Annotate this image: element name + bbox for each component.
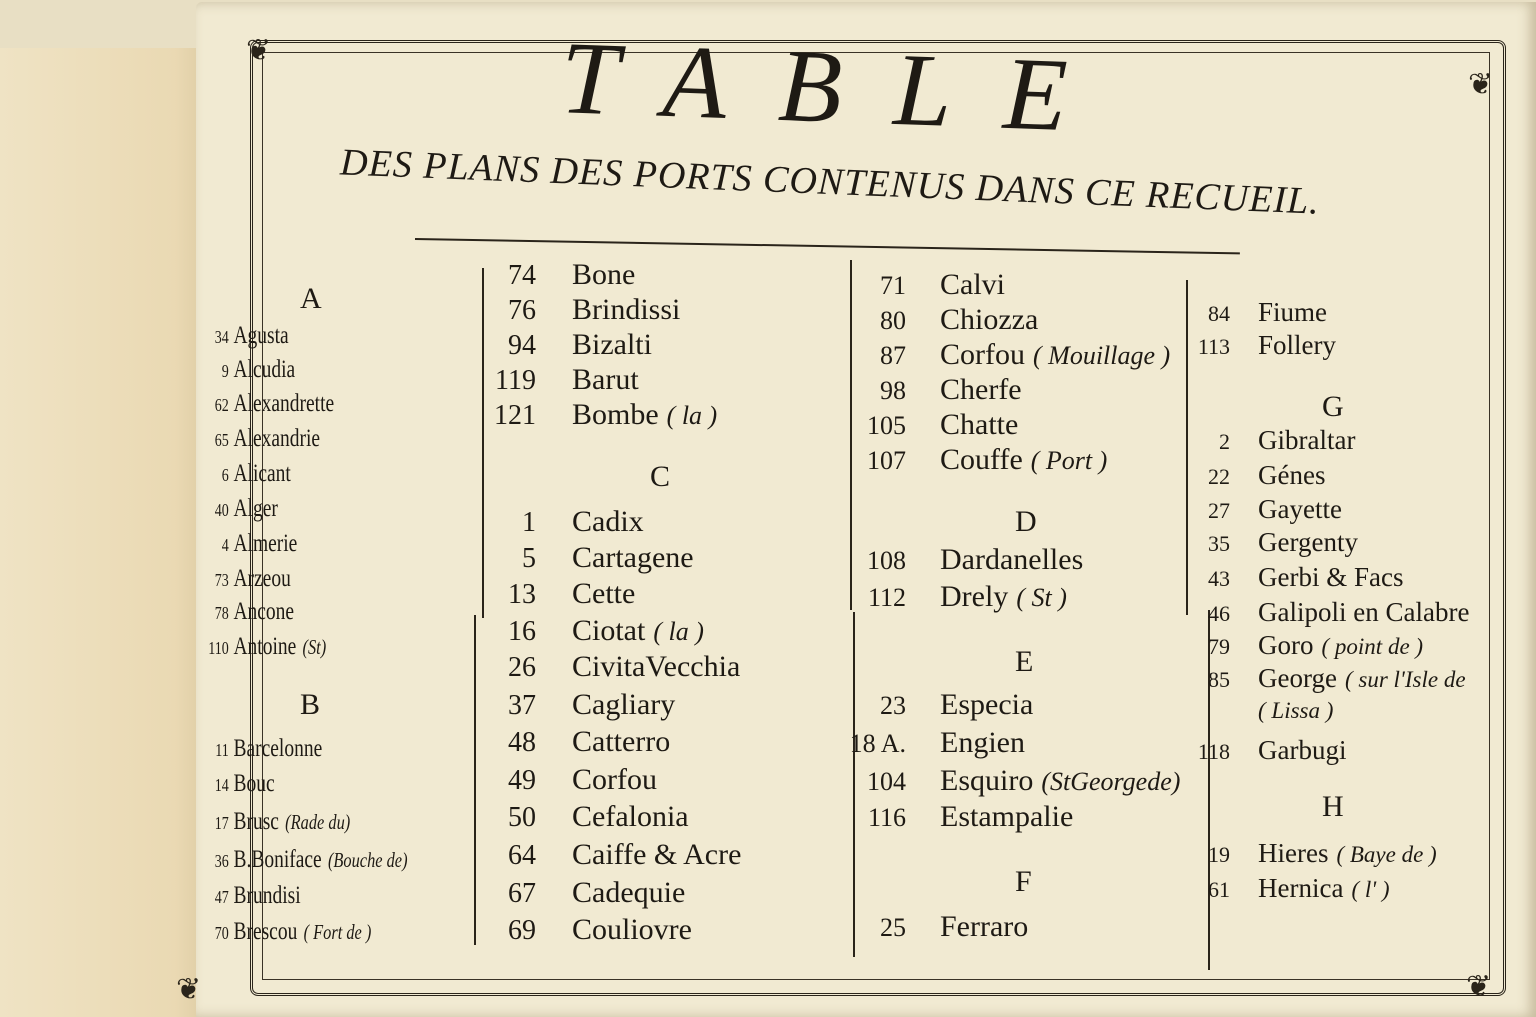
port-name: Corfou (940, 338, 1025, 371)
page-number: 67 (508, 878, 536, 909)
port-note: ( la ) (666, 401, 718, 430)
page-number: 121 (494, 400, 536, 431)
table-row (478, 614, 704, 648)
table-row (196, 460, 291, 488)
table-row (478, 913, 692, 947)
table-row (196, 495, 278, 523)
table-row (848, 543, 1083, 577)
page-number: 85 (1208, 667, 1230, 692)
port-note: ( la ) (653, 617, 704, 646)
table-row (196, 735, 322, 763)
port-name: Cette (572, 577, 636, 610)
port-name: B.Boniface (233, 846, 322, 873)
page-number: 6 (221, 465, 229, 485)
page-number: 14 (214, 775, 229, 795)
table-row (478, 363, 639, 397)
corner-ornament-icon: ❦ (1468, 68, 1494, 101)
port-note: (St) (302, 635, 327, 659)
port-name: Hernica (1258, 873, 1344, 903)
table-row (1186, 630, 1423, 661)
page-number: 61 (1208, 877, 1230, 902)
table-row (478, 505, 644, 539)
page-number: 79 (1208, 634, 1230, 659)
port-name: Gibraltar (1258, 425, 1356, 455)
section-letter: C (650, 460, 671, 493)
page-number: 23 (880, 691, 906, 720)
table-row (848, 764, 1180, 798)
table-row (478, 725, 670, 759)
port-name: Bizalti (572, 328, 652, 361)
table-row (196, 882, 301, 910)
table-row (478, 650, 740, 684)
page-number: 43 (1208, 566, 1230, 591)
table-row (1186, 425, 1355, 456)
port-name: Barcelonne (233, 735, 323, 762)
page-number: 105 (867, 411, 906, 440)
page-number: 27 (1208, 498, 1230, 523)
port-name: Cadix (572, 505, 644, 538)
port-name: Cherfe (940, 373, 1022, 406)
port-name: Génes (1258, 460, 1326, 490)
table-row (478, 763, 657, 797)
port-name: Gergenty (1258, 527, 1358, 557)
page-number: 36 (214, 851, 229, 871)
port-name: Couliovre (572, 913, 692, 946)
port-name: Ancone (233, 598, 295, 625)
port-name: Caiffe & Acre (572, 838, 742, 871)
port-name: Alger (233, 495, 278, 522)
table-row (478, 876, 685, 910)
port-name: Follery (1258, 330, 1336, 360)
table-row (196, 322, 289, 350)
page-subtitle: DES PLANS DES PORTS CONTENUS DANS CE RECUEIL. (339, 141, 1321, 223)
port-name: Ferraro (940, 910, 1029, 943)
table-row (848, 303, 1038, 337)
port-name: Fiume (1258, 297, 1328, 327)
port-note: (Rade du) (285, 810, 351, 834)
table-row (196, 356, 295, 384)
port-name: Brindissi (572, 293, 681, 326)
table-row (1186, 698, 1333, 724)
page-number: 35 (1208, 531, 1230, 556)
table-row (848, 338, 1170, 372)
page-number: 78 (214, 603, 229, 623)
table-row (196, 846, 408, 874)
table-row (1186, 460, 1325, 491)
page-number: 2 (1219, 429, 1230, 454)
page-number: 13 (508, 579, 536, 610)
page-number: 1 (522, 507, 536, 538)
port-note: ( point de ) (1321, 634, 1424, 659)
table-row (1186, 330, 1336, 361)
port-note: ( St ) (1016, 583, 1067, 612)
port-name: Calvi (940, 268, 1005, 301)
port-name: Almerie (233, 530, 298, 557)
page-number: 18 A. (849, 729, 906, 758)
page-number: 112 (867, 583, 906, 612)
table-row (478, 541, 694, 575)
page-number: 50 (508, 802, 536, 833)
table-row (196, 808, 350, 836)
page-number: 17 (214, 813, 229, 833)
port-name: Alcudia (233, 356, 296, 383)
section-letter: G (1322, 390, 1344, 423)
table-row (478, 258, 635, 292)
port-name: Engien (940, 726, 1025, 759)
port-note: ( l' ) (1351, 877, 1390, 902)
page-number: 70 (214, 923, 229, 943)
table-row (848, 408, 1018, 442)
port-name: Dardanelles (940, 543, 1084, 576)
table-row (196, 770, 275, 798)
table-row (848, 373, 1022, 407)
port-name: Estampalie (940, 800, 1074, 833)
page-number: 34 (214, 327, 229, 347)
page-number: 25 (880, 913, 906, 942)
page-number: 64 (508, 840, 536, 871)
page-number: 113 (1197, 334, 1230, 359)
table-row (196, 598, 294, 626)
table-row (848, 910, 1028, 944)
page-number: 4 (221, 535, 229, 555)
table-row (848, 580, 1067, 614)
table-row (1186, 597, 1469, 628)
port-note: (Bouche de) (327, 848, 408, 872)
page-number: 87 (880, 341, 906, 370)
table-row (196, 633, 326, 661)
table-row (848, 688, 1033, 722)
port-note: ( Baye de ) (1336, 842, 1437, 867)
table-row (1186, 663, 1466, 694)
port-name: Alexandrette (233, 390, 335, 417)
table-row (478, 293, 680, 327)
section-letter: E (1015, 645, 1034, 678)
table-row (196, 390, 334, 418)
table-row (478, 328, 652, 362)
port-name: Antoine (233, 633, 297, 660)
table-row (196, 530, 297, 558)
table-row (478, 577, 635, 611)
port-name: CivitaVecchia (572, 650, 741, 683)
table-row (1186, 735, 1346, 766)
port-name: Chiozza (940, 303, 1039, 336)
section-letter: D (1015, 505, 1037, 538)
port-name: Galipoli en Calabre (1258, 597, 1470, 627)
corner-ornament-icon: ❦ (1466, 970, 1492, 1003)
page-number: 80 (880, 306, 906, 335)
table-row (196, 565, 291, 593)
port-note: (StGeorgede) (1041, 767, 1181, 796)
port-name: Arzeou (233, 565, 291, 592)
port-name: Cadequie (572, 876, 686, 909)
port-name: Brusc (233, 808, 279, 835)
page-number: 65 (214, 430, 229, 450)
page-number: 62 (214, 395, 229, 415)
page-number: 73 (214, 570, 229, 590)
table-row (478, 800, 689, 834)
port-name: Cefalonia (572, 800, 689, 833)
page-number: 26 (508, 652, 536, 683)
page-number: 48 (508, 727, 536, 758)
port-name: Brescou (233, 918, 298, 945)
page-number: 47 (214, 887, 229, 907)
port-name: Hieres (1258, 838, 1329, 868)
page-number: 110 (208, 638, 229, 658)
table-row (196, 425, 320, 453)
port-name: Cagliary (572, 688, 676, 721)
port-note: ( Mouillage ) (1033, 341, 1171, 370)
page-number: 69 (508, 915, 536, 946)
page-number: 74 (508, 260, 536, 291)
table-row (1186, 297, 1327, 328)
port-name: Agusta (233, 322, 289, 349)
column-divider (474, 615, 476, 945)
port-name: Corfou (572, 763, 657, 796)
page-number: 104 (867, 767, 906, 796)
table-row (478, 688, 675, 722)
port-name: Drely (940, 580, 1009, 613)
table-row (848, 443, 1107, 477)
port-name: Alicant (233, 460, 291, 487)
section-letter: B (300, 688, 321, 721)
page-number: 16 (508, 616, 536, 647)
page-number: 119 (495, 365, 536, 396)
table-row (1186, 562, 1403, 593)
table-row (478, 838, 741, 872)
page-number: 40 (214, 500, 229, 520)
table-row (848, 800, 1073, 834)
page-title: TABLE (558, 20, 1122, 155)
page-number: 46 (1208, 601, 1230, 626)
page-number: 19 (1208, 842, 1230, 867)
section-letter: A (300, 282, 322, 315)
table-row (1186, 527, 1358, 558)
table-row (848, 268, 1005, 302)
corner-ornament-icon: ❦ (176, 973, 202, 1006)
table-row (196, 918, 371, 946)
port-name: Bouc (233, 770, 275, 797)
port-name: Goro (1258, 630, 1314, 660)
page-number: 107 (867, 446, 906, 475)
port-name: Gayette (1258, 494, 1342, 524)
page-number: 71 (880, 271, 906, 300)
page-number: 5 (522, 543, 536, 574)
port-note: ( sur l'Isle de (1344, 667, 1466, 692)
table-row (478, 398, 717, 432)
page-number: 22 (1208, 464, 1230, 489)
port-name: Couffe (940, 443, 1023, 476)
port-name: Brundisi (233, 882, 301, 909)
port-name: Alexandrie (233, 425, 321, 452)
table-row (848, 726, 1025, 760)
port-note: ( Fort de ) (303, 920, 372, 944)
page-number: 118 (1197, 739, 1230, 764)
section-letter: H (1322, 790, 1344, 823)
page-number: 98 (880, 376, 906, 405)
port-name: Chatte (940, 408, 1019, 441)
port-name: Ciotat (572, 614, 646, 647)
page-number: 94 (508, 330, 536, 361)
page-number: 84 (1208, 301, 1230, 326)
page-number: 37 (508, 690, 536, 721)
port-name: Bone (572, 258, 636, 291)
port-note: ( Lissa ) (1258, 698, 1334, 723)
page-number: 11 (215, 740, 229, 760)
port-name: Esquiro (940, 764, 1034, 797)
page-number: 76 (508, 295, 536, 326)
section-letter: F (1015, 865, 1032, 898)
table-row (1186, 838, 1437, 869)
port-name: Barut (572, 363, 639, 396)
page-number: 108 (867, 546, 906, 575)
port-note: ( Port ) (1030, 446, 1108, 475)
page-number: 116 (867, 803, 906, 832)
page-number: 49 (508, 765, 536, 796)
page-number: 9 (221, 361, 229, 381)
port-name: George (1258, 663, 1337, 693)
port-name: Catterro (572, 725, 671, 758)
port-name: Cartagene (572, 541, 694, 574)
table-row (1186, 873, 1390, 904)
corner-ornament-icon: ❦ (246, 34, 272, 67)
port-name: Bombe (572, 398, 659, 431)
table-row (1186, 494, 1342, 525)
port-name: Especia (940, 688, 1034, 721)
port-name: Garbugi (1258, 735, 1347, 765)
port-name: Gerbi & Facs (1258, 562, 1404, 592)
